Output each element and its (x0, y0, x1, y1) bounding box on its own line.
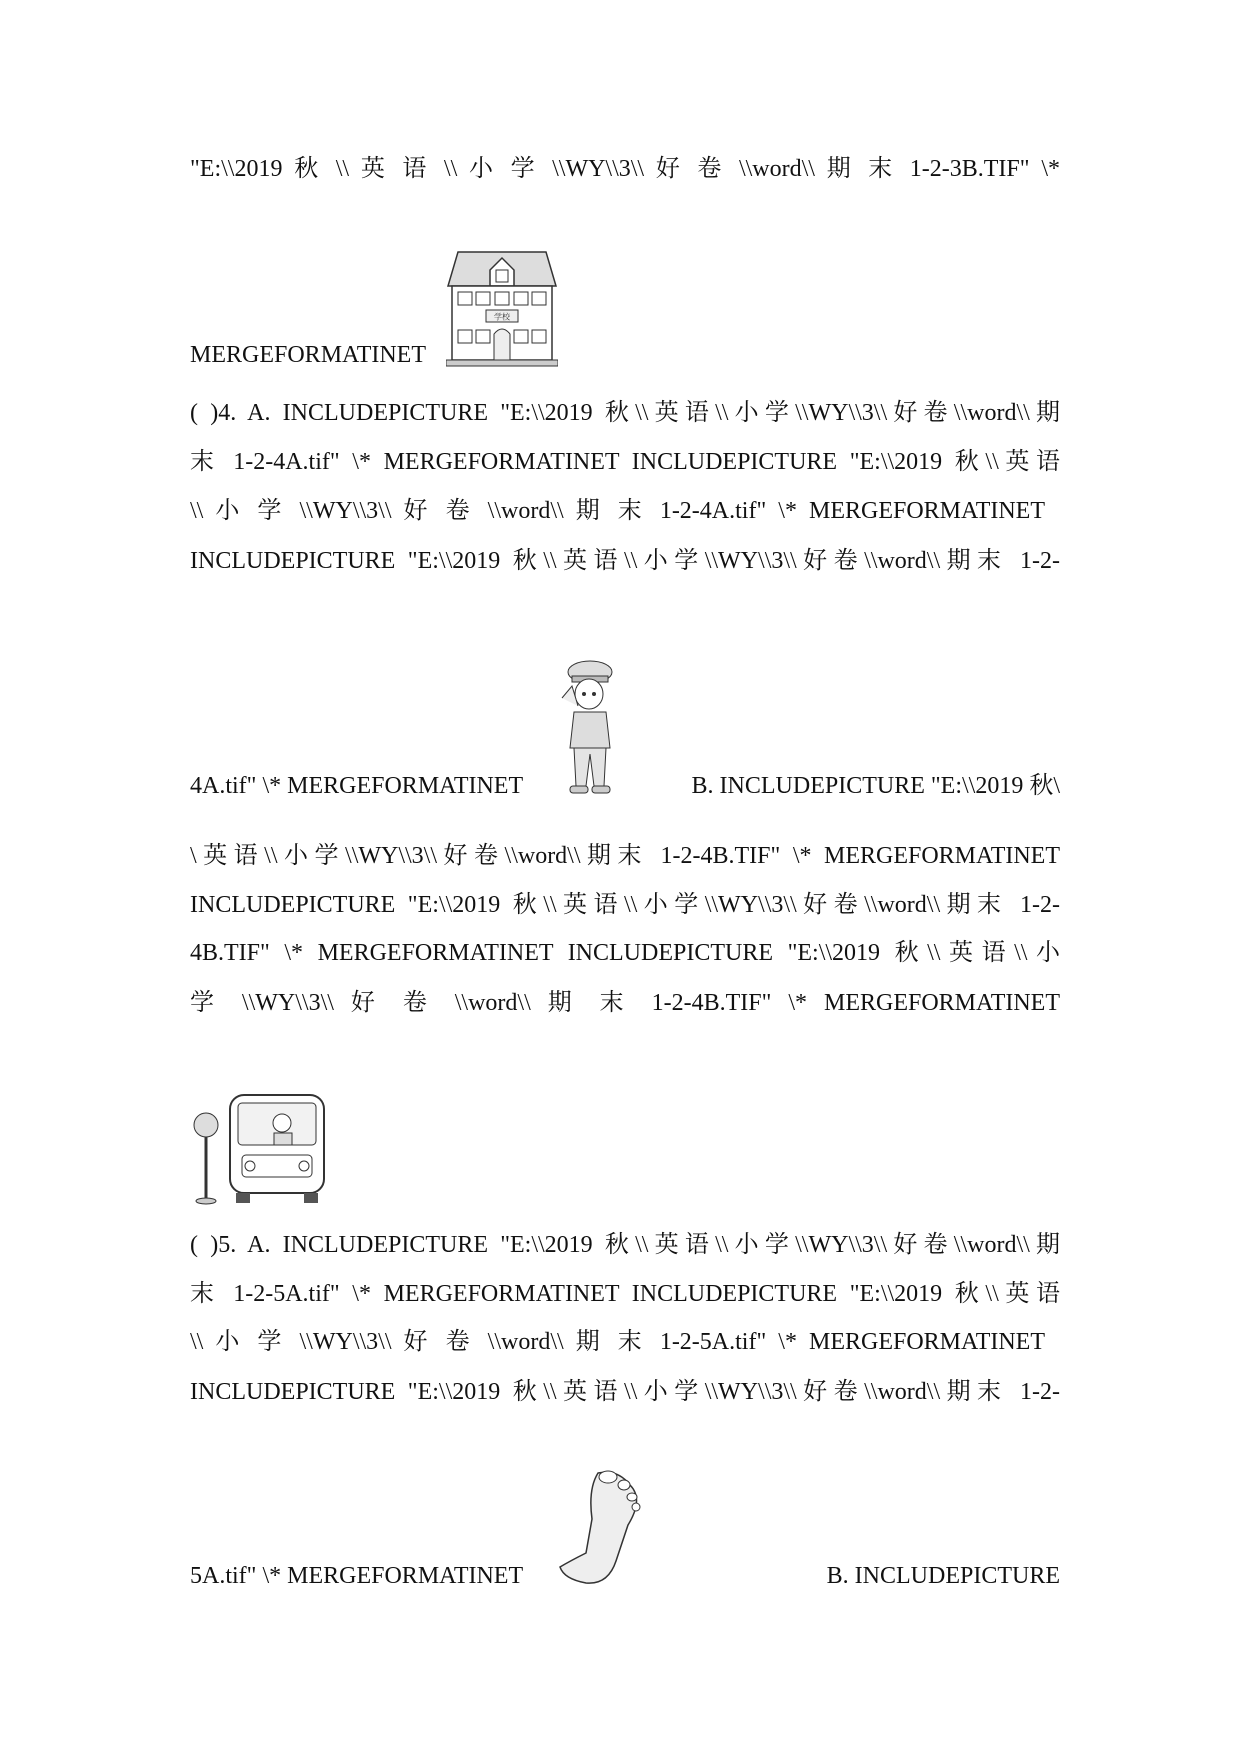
text-line: B. INCLUDEPICTURE "E:\\2019 秋\ (691, 773, 1060, 799)
bus-image (192, 1089, 328, 1207)
text-line: 学 \\WY\\3\\ 好 卷 \\word\\ 期 末 1-2-4B.TIF" \* MERGEFORMATINET (190, 990, 1060, 1016)
text-line: INCLUDEPICTURE "E:\\2019 秋\\英语\\小学\\WY\\3\\好卷\\word\\期末 1-2- (190, 548, 1060, 574)
text-line: 4A.tif" \* MERGEFORMATINET (190, 773, 524, 799)
text-line: 5A.tif" \* MERGEFORMATINET (190, 1563, 524, 1589)
text-line: INCLUDEPICTURE "E:\\2019 秋\\英语\\小学\\WY\\3\\好卷\\word\\期末 1-2- (190, 892, 1060, 918)
foot-image (558, 1469, 646, 1587)
school-sign: 学校 (494, 312, 510, 322)
text-line: \\ 小 学 \\WY\\3\\ 好 卷 \\word\\ 期 末 1-2-4A.tif" \* MERGEFORMATINET (190, 498, 1045, 524)
text-line: 末 1-2-4A.tif" \* MERGEFORMATINET INCLUDEPICTURE "E:\\2019 秋\\英语 (190, 449, 1060, 475)
question-4-line: ( )4. A. INCLUDEPICTURE "E:\\2019 秋\\英语\\小学\\WY\\3\\好卷\\word\\期 (190, 400, 1060, 426)
text-line: 4B.TIF" \* MERGEFORMATINET INCLUDEPICTURE "E:\\2019 秋\\英语\\小 (190, 940, 1060, 966)
policeman-image (556, 658, 620, 796)
text-line: "E:\\2019 秋 \\ 英 语 \\ 小 学 \\WY\\3\\ 好 卷 \\word\\ 期 末 1-2-3B.TIF" \* (190, 156, 1060, 182)
text-line: \英语\\小学\\WY\\3\\好卷\\word\\期末 1-2-4B.TIF" \* MERGEFORMATINET (190, 843, 1060, 869)
text-line: 末 1-2-5A.tif" \* MERGEFORMATINET INCLUDEPICTURE "E:\\2019 秋\\英语 (190, 1281, 1060, 1307)
school-image (446, 250, 558, 367)
text-line: B. INCLUDEPICTURE (826, 1563, 1060, 1589)
text-line: MERGEFORMATINET (190, 342, 427, 368)
text-line: INCLUDEPICTURE "E:\\2019 秋\\英语\\小学\\WY\\3\\好卷\\word\\期末 1-2- (190, 1379, 1060, 1405)
text-line: \\ 小 学 \\WY\\3\\ 好 卷 \\word\\ 期 末 1-2-5A.tif" \* MERGEFORMATINET (190, 1329, 1045, 1355)
question-5-line: ( )5. A. INCLUDEPICTURE "E:\\2019 秋\\英语\\小学\\WY\\3\\好卷\\word\\期 (190, 1232, 1060, 1258)
